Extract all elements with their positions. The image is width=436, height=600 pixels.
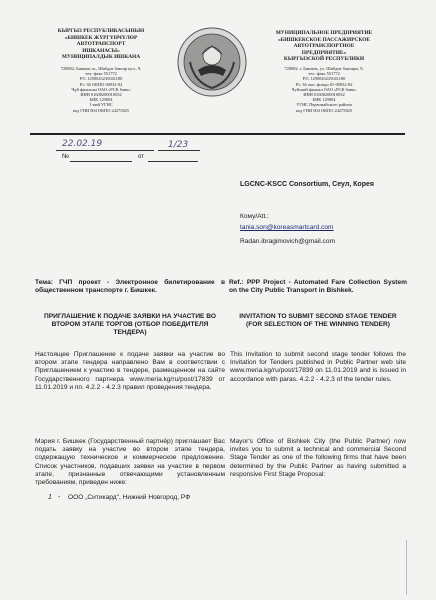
header-right xyxy=(258,30,390,63)
subject-en: Ref.: PPP Project - Automated Fare Collection System on the City Public Transport in Bishkek. xyxy=(229,279,407,295)
header-right-line: КЫРГЫЗСКОЙ РЕСПУБЛИКИ xyxy=(283,56,365,63)
paragraph-1-ru: Настоящее Приглашение к подаче заявки на участие во втором этапе тендера направлено Вам в соответствии с Приглашением к участию в тендере, размещенном на сайте Государственного партнера www.meria.kg/ru/post/17839 от 11.01.2019 и пп. 4.2.2 - 4.2.3 правил проведения тендера. xyxy=(35,351,225,391)
title-en: INVITATION TO SUBMIT SECOND STAGE TENDER (FOR SELECTION OF THE WINNING TENDER) xyxy=(239,313,397,329)
paragraph-2-ru: Мэрия г. Бишкек (Государственный партнёр) приглашает Вас подать заявку на участие во втором этапе тендера, содержащую техническое и коммерческое предложение. Список участников, подавших заявки на участие в первом этапе, признанные отвечающими установленным требованиям, приведен ниже: xyxy=(35,438,225,487)
header-left-line: «БИШКЕК ЖҮРГҮНЧҮЛӨР xyxy=(64,34,138,41)
list-number: 1 xyxy=(48,494,52,501)
address-line: 1-кий УГНС xyxy=(89,102,113,108)
header-divider xyxy=(30,133,405,135)
number-underline xyxy=(158,150,200,151)
address-line: БИК 129004 xyxy=(312,97,336,103)
paragraph-1-en: This Invitation to submit second stage tender follows the Invitation for Tenders published in Public Partner web site www.meria.kg/ru/post/17839 on 11.01.2019 and is issued in accordance with paras. 4.2.2 - 4.2.3 of the tender rules. xyxy=(230,351,406,383)
address-line: тел.-факс 551772 xyxy=(85,71,117,77)
header-right-line: ПРЕДПРИЯТИЕ» xyxy=(301,49,347,56)
recipient-email-2: Radan.ibragimovich@gmail.com xyxy=(240,238,336,245)
kyrgyz-emblem-icon xyxy=(176,26,248,98)
page-edge-mark xyxy=(406,540,407,595)
address-line: УГНС Первомайского района xyxy=(296,102,352,108)
header-left-line: АВТОТРАНСПОРТ xyxy=(76,41,126,48)
ot-label: от xyxy=(138,154,144,160)
paragraph-2-en: Mayor's Office of Bishkek City (the Public Partner) now invites you to submit a technical and commercial Second Stage Tender as one of the following firms that have been determined by the Public Partner as having submitted a responsive First Stage Proposal: xyxy=(230,438,406,478)
header-right-line: МУНИЦИПАЛЬНОЕ ПРЕДПРИЯТИЕ xyxy=(275,30,373,36)
handwritten-number: 1/23 xyxy=(168,140,189,150)
handwritten-date: 22.02.19 xyxy=(62,139,103,149)
num-underline xyxy=(70,161,132,162)
address-line: ИНН 01608200010032 xyxy=(303,92,345,98)
address-line: Р/С 1290043235041180 xyxy=(302,76,346,82)
recipient-org: LGCNC-KSCC Consortium, Сеул, Корея xyxy=(240,181,374,188)
recipient-to-label: Кому/Att.: xyxy=(240,213,269,220)
num-label: № xyxy=(62,153,69,160)
ot-underline xyxy=(148,161,198,162)
address-line: Чүй филиалы ОАО «РСК банк» xyxy=(71,86,131,92)
header-right-line: АВТОТРАНСПОРТНОЕ xyxy=(293,43,355,50)
header-left-address xyxy=(36,66,166,113)
address-line: Р/с 36 ОКПО 00932-82 xyxy=(79,81,123,87)
header-left xyxy=(40,28,162,61)
list-item: ООО „Ситикард", Нижний Новгород, РФ xyxy=(68,494,191,501)
header-right-address xyxy=(256,66,392,113)
address-line: 720082, г. Бишкек, ул. Шибдит бактары, 9, xyxy=(284,66,364,71)
header-left-line: МУНИЦИПАЛДЫК ИШКАНА xyxy=(61,54,141,61)
header-left-line: КЫРГЫЗ РЕСПУБЛИКАСЫНЫН xyxy=(57,28,145,34)
recipient-email-1[interactable]: tania.son@koreasmartcard.com xyxy=(240,224,334,231)
subject-ru: Тема: ГЧП проект - Электронное билетирование в общественном транспорте г. Бишкек. xyxy=(35,279,225,295)
title-ru: ПРИГЛАШЕНИЕ К ПОДАЧЕ ЗАЯВКИ НА УЧАСТИЕ ВО ВТОРОМ ЭТАПЕ ТОРГОВ (ОТБОР ПОБЕДИТЕЛЯ ТЕНДЕРА) xyxy=(43,313,217,337)
list-bullet: - xyxy=(58,494,61,501)
date-underline xyxy=(56,150,154,151)
address-line: Р/С 1290043235041180 xyxy=(79,76,123,82)
address-line: код ГНИ 004 ОКПО 24275825 xyxy=(72,107,130,113)
address-line: код ГНИ 004 ОКПО 24275825 xyxy=(295,107,353,113)
address-line: тел.-факс 551772 xyxy=(308,71,340,77)
header-right-line: «БИШКЕКСКОЕ ПАССАЖИРСКОЕ xyxy=(277,36,371,43)
address-line: БИК 129004 xyxy=(89,97,113,103)
header-left-line: ИШКАНАСЫ» xyxy=(82,47,120,54)
address-line: ИНН 01608200010032 xyxy=(80,92,122,98)
address-line: Р/с 36 окп. фонди 01-00932-82 xyxy=(295,81,353,87)
address-line: Чуйский филиал ОАО «РСК банк» xyxy=(291,86,357,92)
address-line: 720082, Бишкек ш., Шибдит бактар куч., 9, xyxy=(60,66,142,71)
